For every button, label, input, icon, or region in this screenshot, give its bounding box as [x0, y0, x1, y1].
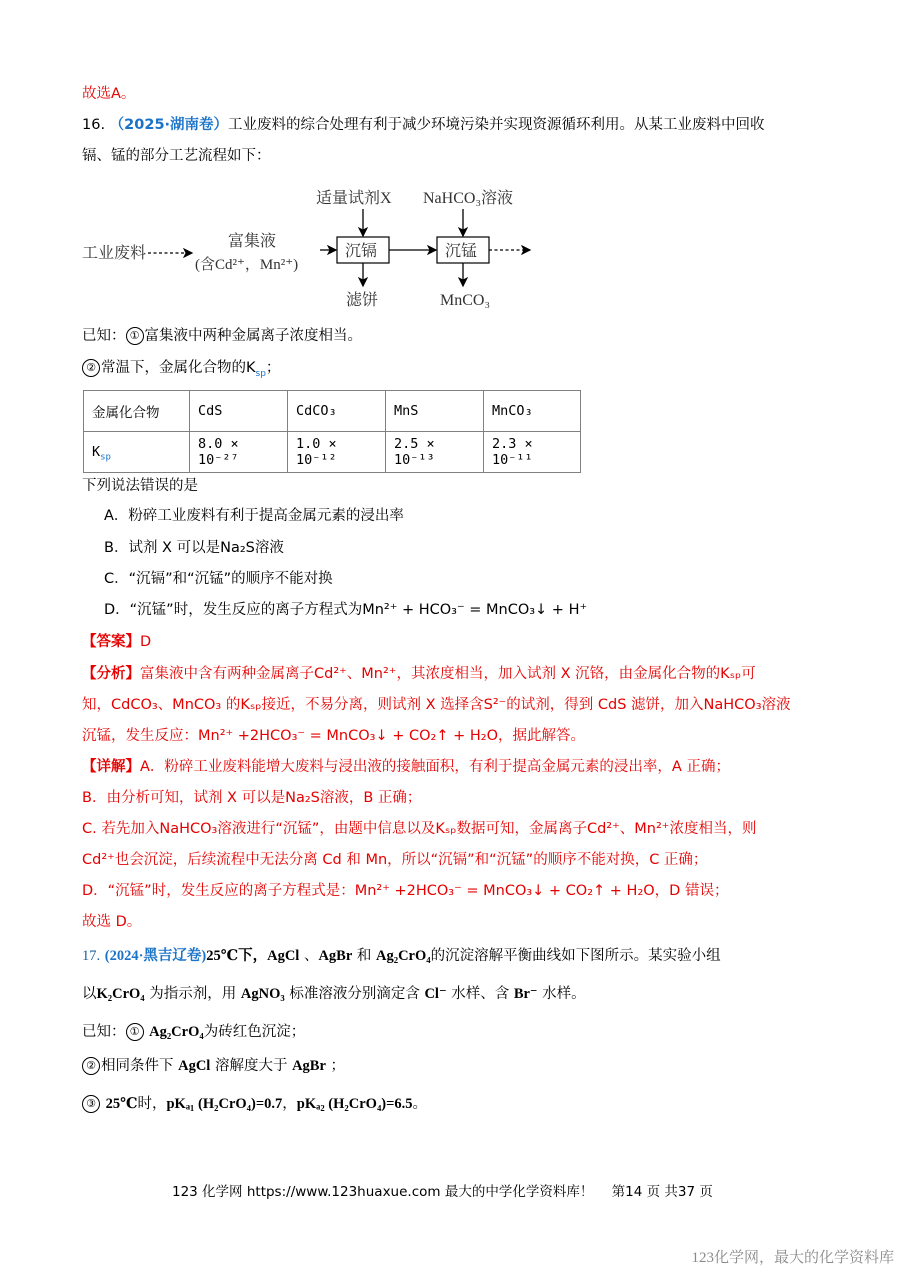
- q16-option-a: A．粉碎工业废料有利于提高金属元素的浸出率: [104, 508, 404, 524]
- q16-question: 下列说法错误的是: [82, 478, 198, 494]
- q17-cl-ion: Cl⁻: [424, 986, 447, 1002]
- q17-sep: 、: [299, 948, 319, 964]
- flow-reagent-x: 适量试剂X: [316, 190, 392, 207]
- ksp-row-label: [84, 432, 190, 473]
- known-3-text: 时，: [137, 1096, 167, 1112]
- answer-value: D: [140, 634, 152, 650]
- ksp-table: [83, 390, 581, 473]
- known-2-end: ；: [265, 360, 281, 376]
- ksp-header-cell: CdS: [190, 391, 288, 432]
- q17-stem-line2: [82, 984, 586, 1004]
- analysis-label: 【分析】: [82, 666, 140, 682]
- ksp-row-label-k: K: [92, 444, 101, 460]
- q17-text: 水样。: [537, 986, 586, 1002]
- q16-known-2: [82, 358, 280, 378]
- q17-stem-temp: 25℃下，: [206, 948, 268, 964]
- q16-analysis-line2: 知，CdCO₃、MnCO₃ 的Kₛₚ接近，不易分离，则试剂 X 选择含S²⁻的试剂，得到 CdS 滤饼，加入NaHCO₃溶液: [82, 697, 791, 713]
- flow-step1-label: 沉镉: [345, 243, 378, 260]
- circled-number-3: ③: [82, 1095, 100, 1113]
- q16-detail-line5: D．“沉锰”时，发生反应的离子方程式是：Mn²⁺ +2HCO₃⁻ = MnCO₃↓ + CO₂↑ + H₂O，D 错误；: [82, 883, 729, 899]
- footer-site-text: 123 化学网 https://www.123huaxue.com 最大的中学化学资料库！: [172, 1184, 594, 1200]
- q16-stem-text1: 工业废料的综合处理有利于减少环境污染并实现资源循环利用。从某工业废料中回收: [228, 117, 765, 133]
- q17-number: 17.: [82, 948, 101, 964]
- previous-answer-conclusion: 故选A。: [82, 86, 136, 102]
- q17-agcl: AgCl: [267, 948, 300, 964]
- detail-text: A．粉碎工业废料能增大废料与浸出液的接触面积，有利于提高金属元素的浸出率，A 正确；: [140, 759, 730, 775]
- watermark: 123化学网，最大的化学资料库: [691, 1250, 894, 1266]
- q17-source: (2024·黑吉辽卷): [104, 948, 207, 964]
- q16-detail-line3: C. 若先加入NaHCO₃溶液进行“沉锰”，由题中信息以及Kₛₚ数据可知，金属离子Cd²⁺、Mn²⁺浓度相当，则: [82, 821, 757, 837]
- known-1-text: 富集液中两种金属离子浓度相当。: [144, 328, 362, 344]
- q16-option-b: B．试剂 X 可以是Na₂S溶液: [104, 540, 284, 556]
- q17-ag2cro4: Ag₂CrO₄: [149, 1024, 204, 1040]
- ksp-value-cell: 2.5 × 10⁻¹³: [386, 432, 484, 473]
- q16-analysis-line1: [82, 664, 756, 684]
- ksp-value-cell: 2.3 × 10⁻¹¹: [484, 432, 581, 473]
- flow-feed-label: 工业废料: [82, 245, 147, 262]
- q16-option-c: C．“沉镉”和“沉锰”的顺序不能对换: [104, 571, 333, 587]
- ksp-header-cell: 金属化合物: [84, 391, 190, 432]
- q16-detail-line4: Cd²⁺也会沉淀，后续流程中无法分离 Cd 和 Mn，所以“沉镉”和“沉锰”的顺序不能对换，C 正确；: [82, 852, 708, 868]
- process-flow-diagram: [80, 180, 550, 315]
- q17-known-2: [82, 1056, 345, 1076]
- circled-number-2: ②: [82, 1057, 100, 1075]
- circled-number-2: ②: [82, 359, 100, 377]
- analysis-text: 富集液中含有两种金属离子Cd²⁺、Mn²⁺，其浓度相当，加入试剂 X 沉铬，由金属化合物的Kₛₚ可: [140, 666, 756, 682]
- ksp-header-cell: MnCO₃: [484, 391, 581, 432]
- q17-k2cro4: K₂CrO₄: [96, 986, 145, 1002]
- known-2-end: ；: [325, 1058, 346, 1074]
- q17-agbr: AgBr: [292, 1058, 326, 1074]
- ksp-table-value-row: [84, 432, 581, 473]
- flow-out2-label: MnCO₃: [440, 292, 491, 309]
- q17-br-ion: Br⁻: [513, 986, 538, 1002]
- q17-pka1: pKₐ₁ (H₂CrO₄)=0.7: [166, 1096, 283, 1112]
- q16-source: （2025·湖南卷）: [109, 117, 229, 133]
- flow-reagent-nahco3: NaHCO₃溶液: [423, 190, 514, 207]
- q17-pka2: pKₐ₂ (H₂CrO₄)=6.5: [296, 1096, 413, 1112]
- q17-known-3: [82, 1094, 427, 1114]
- q17-and: 和: [352, 948, 377, 964]
- q17-agbr: AgBr: [318, 948, 353, 964]
- flow-step2-label: 沉锰: [445, 243, 478, 260]
- page-footer: [172, 1180, 713, 1200]
- q17-temp: 25℃: [105, 1096, 138, 1112]
- q16-option-d: D．“沉锰”时，发生反应的离子方程式为Mn²⁺ + HCO₃⁻ = MnCO₃↓ + H⁺: [104, 602, 588, 618]
- detail-label: 【详解】: [82, 759, 140, 775]
- q17-known-1: [82, 1022, 305, 1042]
- q16-stem-line1: [82, 115, 765, 135]
- q16-number: 16.: [82, 117, 106, 133]
- q17-ag2cro4: Ag₂CrO₄: [376, 948, 431, 964]
- known-2-text: 相同条件下: [101, 1058, 179, 1074]
- known-2-text: 溶解度大于: [210, 1058, 293, 1074]
- q16-detail-line2: B．由分析可知，试剂 X 可以是Na₂S溶液，B 正确；: [82, 790, 422, 806]
- q17-text: 标准溶液分别滴定含: [284, 986, 425, 1002]
- q16-stem-line2: 镉、锰的部分工艺流程如下：: [82, 148, 271, 164]
- q16-known-1: [82, 326, 362, 346]
- q16-answer: [82, 632, 151, 652]
- ksp-header-cell: MnS: [386, 391, 484, 432]
- q16-detail-line6: 故选 D。: [82, 914, 142, 930]
- q17-stem-rest: 的沉淀溶解平衡曲线如下图所示。某实验小组: [430, 948, 721, 964]
- q16-detail-line1: [82, 757, 730, 777]
- known-label: 已知：: [82, 1024, 126, 1040]
- q17-text: 以: [82, 986, 97, 1002]
- known-3-end: 。: [412, 1096, 428, 1112]
- circled-number-1: ①: [126, 1023, 144, 1041]
- flow-out1-label: 滤饼: [346, 292, 379, 309]
- q17-text: 为指示剂，用: [144, 986, 241, 1002]
- known-1-text: 为砖红色沉淀；: [203, 1024, 306, 1040]
- ksp-subscript: sp: [255, 368, 266, 379]
- footer-page-number: 第14 页 共37 页: [611, 1184, 713, 1200]
- q17-stem-line1: [82, 946, 721, 966]
- flow-liquor-label: 富集液: [228, 233, 277, 250]
- q17-text: 水样、含: [446, 986, 514, 1002]
- circled-number-1: ①: [126, 327, 144, 345]
- q16-analysis-line3: 沉锰，发生反应：Mn²⁺ +2HCO₃⁻ = MnCO₃↓ + CO₂↑ + H₂O，据此解答。: [82, 728, 585, 744]
- q17-agno3: AgNO₃: [240, 986, 285, 1002]
- ksp-value-cell: 8.0 × 10⁻²⁷: [190, 432, 288, 473]
- known-2-text: 常温下，金属化合物的K: [101, 360, 256, 376]
- ksp-table-header-row: [84, 391, 581, 432]
- ksp-value-cell: 1.0 × 10⁻¹²: [288, 432, 386, 473]
- known-3-sep: ，: [282, 1096, 297, 1112]
- answer-label: 【答案】: [82, 634, 140, 650]
- ksp-row-label-sub: sp: [100, 452, 111, 463]
- known-label: 已知：: [82, 328, 126, 344]
- q17-agcl: AgCl: [178, 1058, 211, 1074]
- flow-liquor-ions: (含Cd²⁺，Mn²⁺): [195, 257, 299, 273]
- ksp-header-cell: CdCO₃: [288, 391, 386, 432]
